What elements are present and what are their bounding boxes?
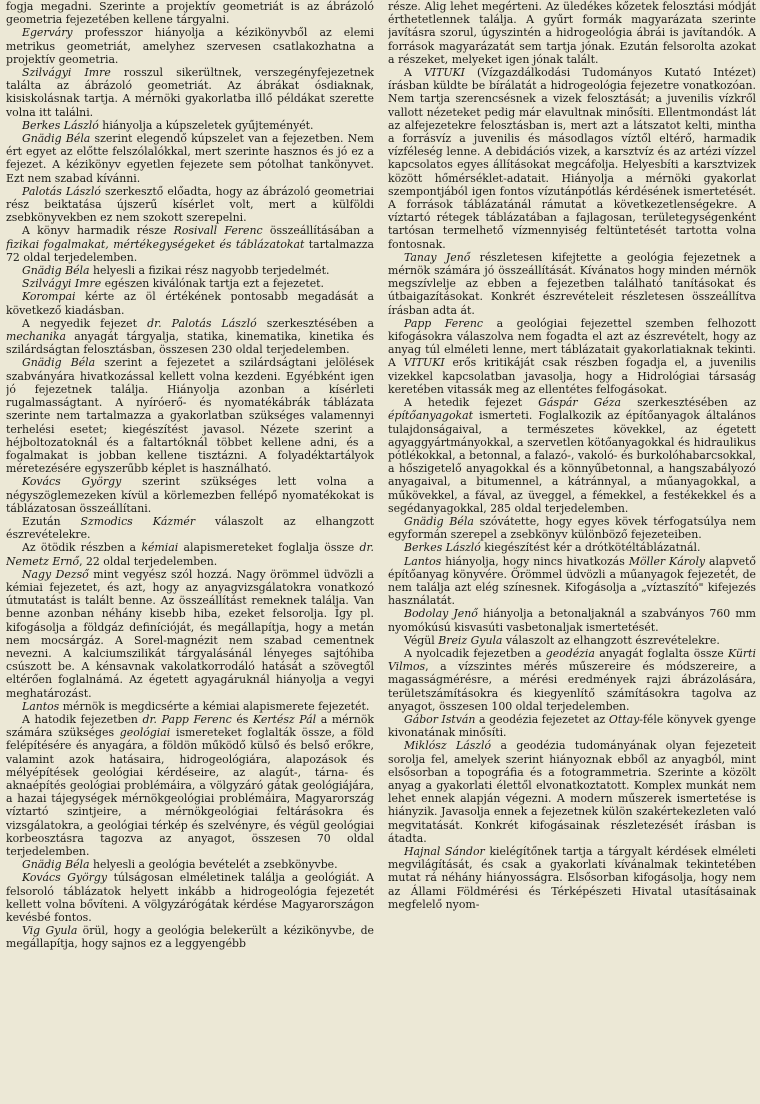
text-run: Az ötödik részben a	[22, 541, 142, 555]
paragraph	[6, 871, 374, 924]
text-run: rosszul sikerültnek, verszegényfejezetnek találta az ábrázoló geometriát. Az ábrákat ósdiaknak, kisiskolásnak tartja. A mérnöki gyakorlatba illő példákat szerette volna itt találni.	[6, 66, 374, 119]
text-run: alapvető építőanyag könyvére. Örömmel üdvözli a műanyagok fejezetét, de nem találja azt elég színesnek. Kifogásolja a „víztaszító" kifejezés használatát.	[388, 554, 756, 608]
emphasized-name: kémiai	[141, 541, 179, 555]
paragraph	[6, 475, 374, 515]
text-run: Ezután	[22, 514, 81, 528]
paragraph	[388, 0, 756, 66]
text-run: helyesli a geológia bevételét a zsebkönyvbe.	[89, 858, 338, 872]
paragraph	[388, 713, 756, 739]
text-run: A negyedik fejezet	[22, 316, 148, 330]
emphasized-name: Kertész Pál	[253, 712, 317, 726]
text-run: (Vízgazdálkodási Tudományos Kutató Intézet) írásban küldte be bírálatát a hidrogeológia fejezetre vonatkozóan. Nem tartja szerencsésnek a vizek felosztását; a juvenilis vízkről vallott nézeteket pedig már elavultnak minősíti. Ellentmondást lát az alfejezetekre felosztásban is, mert azt a látszatot kelti, mintha a forrásvíz a juvenilis és másodlagos víztől eltérő, harmadik vízféleség lenne. A debidációs vizek, a karsztvíz és az artézi vízzel kapcsolatos egyes állításokat megcáfolja. Helyesbíti a karsztvizek között hőmérséklet-adatait. Hiányolja a mérnöki gyakorlat szempontjából igen fontos vízutánpótlás kérdésének ismertetését. A források táblázatánál rámutat a következetlenségekre. A víztartó rétegek táblázatában a fajlagosan, területegységenként tartósan termelhető vízmennyiség feltüntetését tartotta volna fontosnak.	[388, 66, 756, 251]
text-run: válaszolt az elhangzott észrevételekre.	[6, 514, 374, 542]
emphasized-name: Kürti Vilmos	[388, 646, 756, 674]
text-run: túlságosan elméletinek találja a geológiát. A felsoroló táblázatok helyett inkább a hidrogeológia fejezetét kellett volna bővíteni. A völgyzárógátak kérdése Magyarországon kevésbé fontos.	[6, 871, 374, 925]
text-run: A	[404, 66, 424, 80]
text-run: szerkesztésében a	[256, 316, 374, 330]
paragraph	[6, 264, 374, 277]
emphasized-name: mechanika	[6, 330, 66, 344]
emphasized-name: Hajnal Sándor	[404, 845, 485, 858]
paragraph	[6, 0, 374, 26]
paragraph	[388, 845, 756, 911]
paragraph	[6, 132, 374, 185]
text-run: válaszolt az elhangzott észrevételekre.	[502, 633, 720, 647]
text-run: ismerteti. Foglalkozik az építőanyagok általános tulajdonságaival, a természetes kövekkel, az égetett agyaggyártmányokkal, a szervetlen kötőanyagokkal és hidraulikus pótlékokkal, a betonnal, a falazó-, vakoló- és burkolóhabarcsokkal, a hőszigetelő anyagokkal és a könnyűbetonnal, a hangszabályozó anyagaival, a bitumennel, a kátránnyal, a műanyagokkal, a műkövekkel, a fával, az üveggel, a fémekkel, a festékekkel és a segédanyagokkal, 285 oldal terjedelemben.	[388, 409, 756, 515]
paragraph	[388, 541, 756, 554]
paragraph	[6, 277, 374, 290]
emphasized-name: Gnädig Béla	[22, 264, 90, 278]
emphasized-name: fizikai fogalmakat, mértékegységeket és táblázatokat	[6, 237, 305, 251]
text-run: mérnök is megdicsérte a kémiai alapismerete fejezetét.	[59, 699, 370, 713]
emphasized-name: Lantos	[404, 554, 442, 568]
emphasized-name: Miklósz László	[404, 739, 492, 753]
emphasized-name: Berkes László	[404, 541, 481, 555]
text-run: szerkesztő előadta, hogy az ábrázoló geometriai rész beiktatása újszerű kísérlet volt, mert a külföldi zsebkönyvekben ez nem szokott szerepelni.	[6, 184, 374, 225]
paragraph	[6, 26, 374, 66]
emphasized-name: építőanyagokat	[388, 409, 473, 423]
paragraph	[388, 607, 756, 633]
text-run: Végül	[404, 633, 439, 647]
emphasized-name: Gnädig Béla	[22, 858, 90, 872]
paragraph	[6, 356, 374, 475]
text-run: hiányolja, hogy nincs hivatkozás	[441, 554, 629, 568]
paragraph	[6, 713, 374, 858]
paragraph	[6, 119, 374, 132]
paragraph	[388, 515, 756, 541]
emphasized-name: Bodolay Jenő	[404, 607, 478, 621]
text-run: , 22 oldal terjedelemben.	[79, 554, 218, 568]
emphasized-name: Gnädig Béla	[404, 514, 474, 528]
paragraph	[388, 251, 756, 317]
emphasized-name: Möller Károly	[628, 554, 706, 568]
text-run: kérte az öl értékének pontosabb megadását a következő kiadásban.	[6, 290, 374, 317]
emphasized-name: Papp Ferenc	[404, 316, 484, 330]
emphasized-name: Szmodics Kázmér	[80, 514, 196, 528]
paragraph	[388, 555, 756, 608]
text-run: mint vegyész szól hozzá. Nagy örömmel üdvözli a kémiai fejezetet, és azt, hogy az anyagvizsgálatokra vonatkozó útmutatást is talált benne. Az összeállítást remeknek találja. Van benne azonban néhány kisebb hiba, ezeket felsorolja. Így pl. kifogásolja a földgáz definícióját, és megállapítja, hogy a metán nem mocsárgáz. A Sorel-magnézit nem szabad cementnek nevezni. A kalciumszilikát tárgyalásánál lényeges sajtóhiba csúszott be. A kénsavnak vakolatkorrodáló hatását a szövegtől eltérően foglalnámá. Az égetett agyagáruknál hiányolja a vegyi meghatározást.	[6, 567, 374, 700]
emphasized-name: Egerváry	[22, 26, 73, 40]
emphasized-name: Nagy Dezső	[22, 567, 89, 581]
paragraph	[388, 66, 756, 251]
emphasized-name: Lantos	[22, 699, 60, 713]
text-run: kiegészítést kér a drótkötéltáblázatnál.	[480, 541, 701, 555]
paragraph	[6, 185, 374, 225]
emphasized-name: Berkes László	[22, 118, 99, 132]
text-run: erős kritikáját csak részben fogadja el, a juvenilis vizekkel kapcsolatban javasolja, hogy a Hidrológiai társaság keretében vitassák meg az ellentétes felfogásokat.	[388, 356, 756, 396]
paragraph	[388, 634, 756, 647]
text-run: tartalmazza 72 oldal terjedelemben.	[6, 237, 374, 264]
text-run: A hatodik fejezetben	[22, 712, 143, 726]
paragraph	[6, 858, 374, 871]
text-run: fogja megadni. Szerinte a projektív geometriát is az ábrázoló geometria fejezetében kellene tárgyalni.	[6, 0, 374, 27]
text-run: és	[231, 712, 253, 726]
text-run: anyagát foglalta össze	[594, 646, 728, 660]
emphasized-name: Rosivall Ferenc	[173, 224, 263, 238]
paragraph	[388, 647, 756, 713]
text-run: professzor hiányolja a kézikönyvből az elemi metrikus geometriát, amelyhez szervesen csatlakozhatna a projektív geometria.	[6, 26, 374, 66]
paragraph	[6, 515, 374, 541]
emphasized-name: Korompai	[22, 290, 76, 304]
paragraph	[6, 224, 374, 264]
text-run: szerkesztésében az	[621, 396, 756, 410]
emphasized-name: geológiai	[119, 726, 171, 740]
emphasized-name: geodézia	[545, 646, 595, 660]
emphasized-name: Gáspár Géza	[538, 396, 622, 410]
text-run: helyesli a fizikai rész nagyobb terjedelmét.	[89, 264, 330, 278]
text-run: a geodézia tudományának olyan fejezeteit sorolja fel, amelyek szerint hiányoznak ebből az anyagból, mint elsősorban a topográfia és a fotogrammetria. Szerinte a közölt anyag a gyakorlati élettől elvonatkoztatott. Komplex munkát nem lehet ennek alapján végezni. A modern műszerek ismertetése is hiányzik. Javasolja ennek a fejezetnek külön szakértekezleten való megvitatását. Konkrét kifogásainak részletezését írásban is átadta.	[388, 739, 756, 845]
text-run: szóvátette, hogy egyes kövek térfogatsúlya nem egyformán szerepel a zsebkönyv különböző fejezeteiben.	[388, 514, 756, 542]
paragraph	[6, 568, 374, 700]
emphasized-name: Vig Gyula	[22, 924, 78, 938]
text-run: örül, hogy a geológia belekerült a kézikönyvbe, de megállapítja, hogy sajnos ez a leggyengébb	[6, 924, 374, 951]
text-run: része. Alig lehet megérteni. Az üledékes kőzetek felosztási módját érthetetlennek találja. A gyűrt formák magyarázata szerinte javításra szorul, úgyszintén a hidrogeológia ábrái is javítandók. A források magyarázatát sem tartja jónak. Ezután felsorolta azokat a részeket, melyeket igen jónak talált.	[388, 0, 756, 66]
emphasized-name: dr. Papp Ferenc	[142, 712, 232, 726]
text-run: szerint szükséges lett volna a négyszöglemezeken kívül a körlemezben fellépő nyomatékokat is táblázatosan összeállítani.	[6, 475, 374, 515]
text-run: A hetedik fejezet	[404, 396, 539, 410]
emphasized-name: Breiz Gyula	[438, 633, 503, 647]
text-run: ismereteket foglalták össze, a föld felépítésére és anyagára, a földön működő külső és belső erőkre, valamint azok hatásaira, hidrogeológiára, alapozások és mélyépítések geológiai kérdéseire, az alagút-, tárna- és aknaépítés geológiai problémáira, a völgyzáró gátak geológiájára, a hazai tájegységek mérnökgeológiai problémáira, Magyarország víztartó szintjeire, a mérnökgeológiai feltárásokra és vizsgálatokra, a geológiai térkép és szelvényre, és végül geológiai korbeosztásra tagozva az anyagot, összesen 70 oldal terjedelemben.	[6, 726, 374, 858]
paragraph	[6, 317, 374, 357]
emphasized-name: Palotás László	[22, 184, 101, 198]
text-run: A nyolcadik fejezetben a	[404, 646, 546, 660]
paragraph	[388, 739, 756, 845]
text-run: hiányolja a betonaljaknál a szabványos 760 mm nyomókúsú kisvasúti vasbetonaljak ismertetését.	[388, 607, 756, 634]
right-text-column	[388, 0, 756, 1104]
emphasized-name: Gnädig Béla	[22, 132, 91, 146]
paragraph	[6, 541, 374, 567]
text-run: -féle könyvek gyenge kivonatának minősíti.	[388, 712, 756, 740]
text-run: összeállításában a	[262, 224, 374, 238]
paragraph	[6, 700, 374, 713]
text-run: szerint a fejezetet a szilárdságtani jelölések szabványára hivatkozással kellett volna kezdeni. Egyébként igen jó fejezetnek találja. Hiányolja azonban a kísérleti rugalmasságtant. A nyíróerő- és nyomatékábrák táblázata szerinte nem tartalmazza a gyakorlatban szükséges valamennyi terhelési esetet; kiegészítést javasol. Nézete szerint a héjboltozatoknál és a faltartóknál többet kellene adni, és a fogalmakat is jobban kellene tisztázni. A folyadéktartályok méretezésére egyszerűbb képlet is használható.	[6, 356, 374, 476]
emphasized-name: Kovács György	[22, 475, 122, 489]
emphasized-name: Tanay Jenő	[404, 250, 471, 264]
text-run: anyagát tárgyalja, statika, kinematika, kinetika és szilárdságtan felosztásban, összesen 230 oldal terjedelemben.	[6, 330, 374, 357]
paragraph	[388, 317, 756, 396]
text-run: részletesen kifejtette a geológia fejezetnek a mérnök számára jó összeállítását. Kívánatos hogy minden mérnök megszívlelje az ebben a fejezetben található tanításokat és útbaigazításokat. Konkrét észrevételeit részletesen összeállítva írásban adta át.	[388, 250, 756, 317]
text-run: a mérnök számára szükséges	[6, 712, 374, 740]
emphasized-name: Szilvágyi Imre	[22, 66, 111, 80]
paragraph	[6, 290, 374, 316]
emphasized-name: VITUKI	[403, 356, 445, 370]
text-run: alapismereteket foglalja össze	[178, 541, 360, 555]
emphasized-name: Kovács György	[22, 871, 108, 885]
paragraph	[6, 924, 374, 950]
paragraph	[388, 396, 756, 515]
text-run: A könyv harmadik része	[22, 224, 174, 238]
text-run: szerint elegendő kúpszelet van a fejezetben. Nem ért egyet az előtte felszólalókkal, mert szerinte hasznos és jó ez a fejezet. A kézikönyv egyetlen fejezete sem pótolhat tankönyvet. Ezt nem szabad kívánni.	[6, 132, 374, 185]
emphasized-name: dr. Nemetz Ernő	[6, 541, 374, 568]
text-run: , a vízszintes mérés műszereire és módszereire, a magasságmérésre, a mérési eredmények rajzi ábrázolására, területszámításokra és kiegyenlítő számításokra tagolva az anyagot, összesen 100 oldal terjedelemben.	[388, 660, 756, 713]
text-run: a geodézia fejezetet az	[475, 712, 609, 726]
emphasized-name: Ottay	[608, 712, 640, 726]
emphasized-name: Szilvágyi Imre	[22, 277, 102, 291]
left-text-column	[6, 0, 374, 1104]
paragraph	[6, 66, 374, 119]
emphasized-name: Gnädig Béla	[22, 356, 96, 370]
text-run: hiányolja a kúpszeletek gyűjteményét.	[98, 118, 314, 132]
emphasized-name: Gábor István	[404, 712, 476, 726]
text-run: kielégítőnek tartja a tárgyalt kérdések elméleti megvilágítását, és csak a gyakorlati kívánalmak tekintetében mutat rá néhány hiányosságra. Elsősorban kifogásolja, hogy nem az Állami Földmérési és Térképészeti Hivatal utasításainak megfelelő nyom-	[388, 845, 756, 911]
emphasized-name: dr. Palotás László	[147, 316, 257, 330]
emphasized-name: VITUKI	[423, 66, 465, 80]
text-run: egészen kiválónak tartja ezt a fejezetet.	[101, 277, 324, 291]
text-run: a geológiai fejezettel szemben felhozott kifogásokra válaszolva nem fogadta el azt az észrevételt, hogy az anyag túl elméleti lenne, mert táblázatait gyakorlatiaknak tekinti. A	[388, 316, 756, 370]
